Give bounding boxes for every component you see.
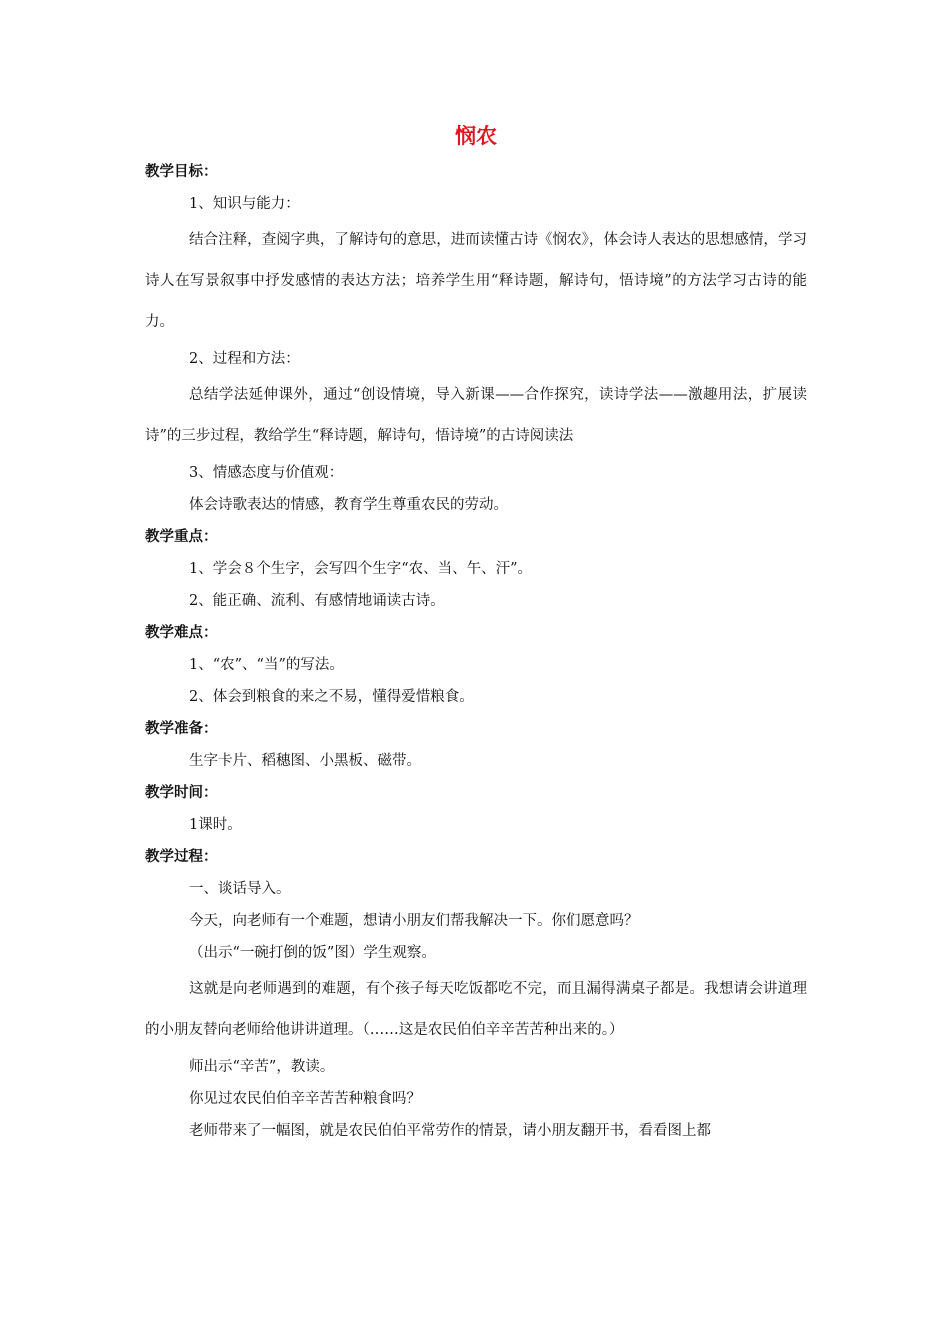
key-points-heading: 教学重点：: [145, 529, 218, 545]
goals-heading: 教学目标：: [145, 164, 218, 180]
document-title: 悯农: [455, 124, 497, 148]
key-points-item2: 2、能正确、流利、有感情地诵读古诗。: [189, 593, 445, 609]
process-step1: 一、谈话导入。: [189, 881, 291, 897]
goals-item3-title: 3、情感态度与价值观：: [189, 465, 344, 481]
process-p1: 今天，向老师有一个难题，想请小朋友们帮我解决一下。你们愿意吗？: [189, 913, 639, 929]
difficulties-heading: 教学难点：: [145, 625, 218, 641]
process-p5: 你见过农民伯伯辛辛苦苦种粮食吗？: [189, 1091, 421, 1107]
preparation-text: 生字卡片、稻穗图、小黑板、磁带。: [189, 753, 421, 769]
preparation-heading: 教学准备：: [145, 721, 218, 737]
process-p6: 老师带来了一幅图，就是农民伯伯平常劳作的情景，请小朋友翻开书，看看图上都: [189, 1123, 711, 1139]
goals-item1-title: 1、知识与能力：: [189, 196, 300, 212]
difficulties-item1: 1、“农”、“当”的写法。: [189, 657, 344, 673]
key-points-item1: 1、学会８个生字，会写四个生字“农、当、午、汗”。: [189, 561, 533, 577]
goals-item1-text: 结合注释，查阅字典，了解诗句的意思，进而读懂古诗《悯农》，体会诗人表达的思想感情，学习诗人在写景叙事中抒发感情的表达方法；培养学生用“释诗题，解诗句，悟诗境”的方法学习古诗的能力。: [145, 232, 807, 330]
goals-item2-title: 2、过程和方法：: [189, 351, 300, 367]
goals-item2-text: 总结学法延伸课外，通过“创设情境，导入新课——合作探究，读诗学法——激趣用法，扩展读诗”的三步过程，教给学生“释诗题，解诗句，悟诗境”的古诗阅读法: [145, 387, 807, 444]
difficulties-item2: 2、体会到粮食的来之不易，懂得爱惜粮食。: [189, 689, 474, 705]
time-heading: 教学时间：: [145, 785, 218, 801]
goals-item3-text: 体会诗歌表达的情感，教育学生尊重农民的劳动。: [189, 497, 508, 513]
time-text: 1课时。: [189, 817, 242, 833]
process-p3: 这就是向老师遇到的难题，有个孩子每天吃饭都吃不完，而且漏得满桌子都是。我想请会讲道理的小朋友替向老师给他讲讲道理。（……这是农民伯伯辛辛苦苦种出来的。）: [145, 981, 807, 1038]
process-p4: 师出示“辛苦”，教读。: [189, 1059, 335, 1075]
process-p2: （出示“一碗打倒的饭”图）学生观察。: [189, 945, 436, 961]
process-heading: 教学过程：: [145, 849, 218, 865]
document-page: [145, 118, 807, 1147]
